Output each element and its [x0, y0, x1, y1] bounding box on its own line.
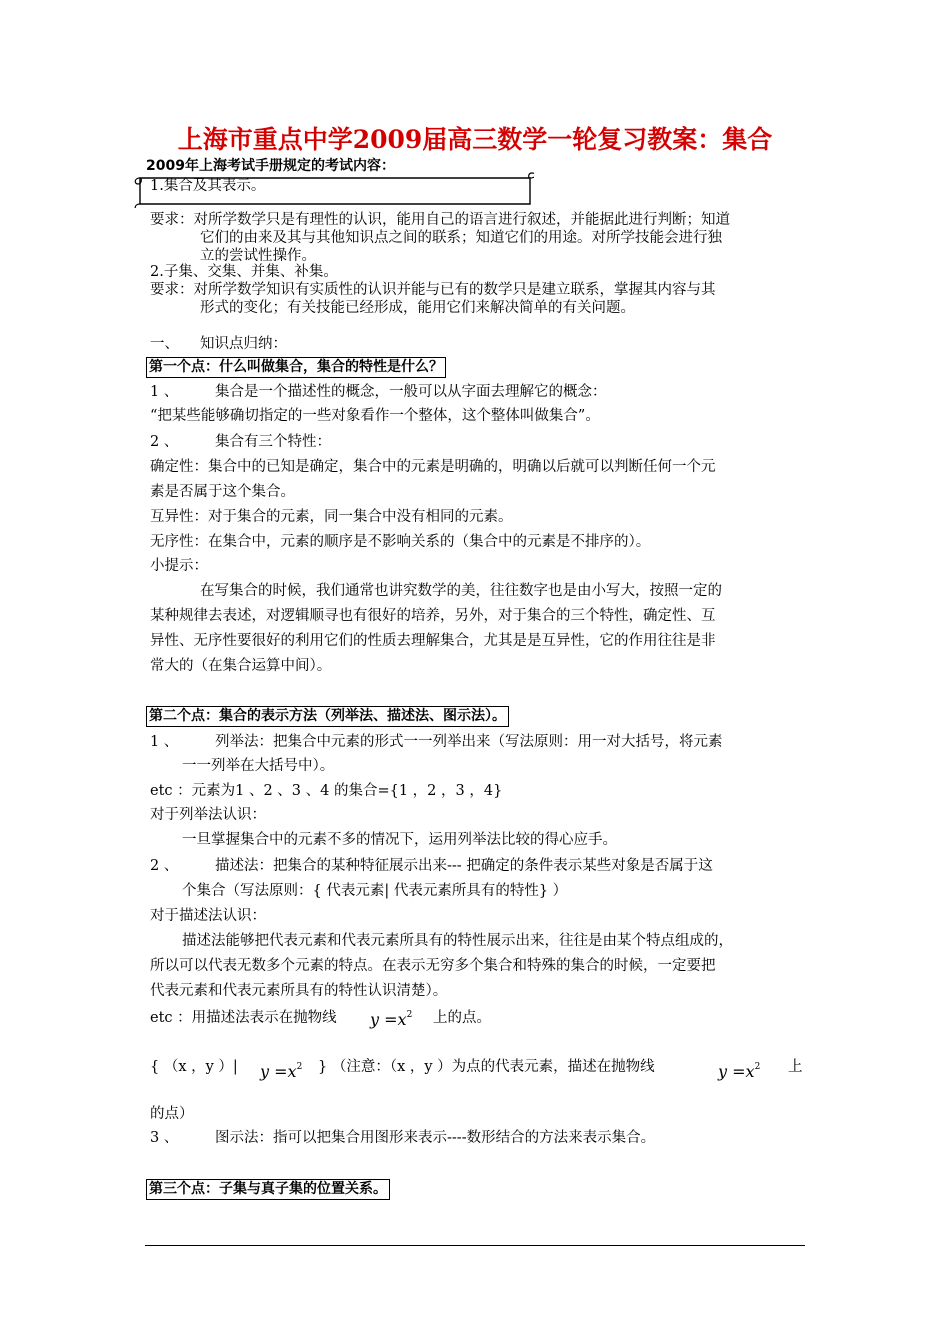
description-line-1: 描述法能够把代表元素和代表元素所具有的特性展示出来，往往是由某个特点组成的，: [182, 933, 733, 949]
section-number: 一、: [150, 336, 179, 352]
tip-heading: 小提示：: [150, 558, 208, 574]
formula-parabola-3: $y =x^2$: [718, 1062, 761, 1081]
set-builder-tail: 的点）: [150, 1106, 194, 1122]
footer-rule: [145, 1245, 805, 1246]
section-title: 知识点归纳：: [200, 336, 287, 352]
distinctness: 互异性：对于集合的元素，同一集合中没有相同的元素。: [150, 509, 513, 525]
point-2-num-1: 1 、: [150, 734, 179, 750]
formula-parabola-2: $y =x^2$: [260, 1062, 303, 1081]
example-1: etc ：元素为1 、2 、3 、4 的集合={1 ，2 ，3 ，4}: [150, 783, 503, 799]
point-1-num-2: 2 、: [150, 434, 179, 450]
point-2-text-3: 图示法：指可以把集合用图形来表示----数形结合的方法来表示集合。: [215, 1130, 656, 1146]
formula-parabola: $y =x^2$: [370, 1010, 413, 1029]
definiteness-line-1: 确定性：集合中的已知是确定，集合中的元素是明确的，明确以后就可以判断任何一个元: [150, 459, 716, 475]
point-1-num-1: 1 、: [150, 384, 179, 400]
point-1-heading: 第一个点：什么叫做集合，集合的特性是什么？: [146, 357, 446, 378]
page-title: 上海市重点中学2009届高三数学一轮复习教案：集合: [177, 125, 773, 154]
point-2-text-2b: 个集合（写法原则：{ 代表元素| 代表元素所具有的特性} ）: [182, 883, 568, 899]
point-1-text-2: 集合有三个特性：: [215, 434, 331, 450]
tip-line-2: 某种规律去表述，对逻辑顺寻也有很好的培养，另外，对于集合的三个特性，确定性、互: [150, 608, 716, 624]
point-2-text-1b: 一一列举在大括号中）。: [182, 758, 335, 774]
unorderedness: 无序性：在集合中，元素的顺序是不影响关系的（集合中的元素是不排序的）。: [150, 534, 651, 550]
set-builder-start: { （x ，y ）|: [150, 1059, 238, 1075]
description-line-3: 代表元素和代表元素所具有的特性认识清楚）。: [150, 983, 448, 999]
requirement-1-line-2: 它们的由来及其与其他知识点之间的联系；知道它们的用途。对所学技能会进行独: [200, 230, 722, 246]
point-1-text-1: 集合是一个描述性的概念，一般可以从字面去理解它的概念：: [215, 384, 607, 400]
point-1-quote: “把某些能够确切指定的一些对象看作一个整体，这个整体叫做集合”。: [150, 408, 600, 424]
point-2-num-2: 2 、: [150, 858, 179, 874]
exam-heading: 2009年上海考试手册规定的考试内容：: [146, 158, 395, 174]
point-3-heading: 第三个点：子集与真子集的位置关系。: [146, 1179, 390, 1200]
description-line-2: 所以可以代表无数多个元素的特点。在表示无穷多个集合和特殊的集合的时候，一定要把: [150, 958, 716, 974]
set-builder-end: 上: [788, 1059, 803, 1075]
point-2-num-3: 3 、: [150, 1130, 179, 1146]
example-2-end: 上的点。: [433, 1010, 491, 1026]
point-2-text-2: 描述法：把集合的某种特征展示出来--- 把确定的条件表示某些对象是否属于这: [215, 858, 713, 874]
tip-line-1: 在写集合的时候，我们通常也讲究数学的美，往往数字也是由小写大，按照一定的: [200, 583, 722, 599]
point-2-text-1: 列举法：把集合中元素的形式一一列举出来（写法原则：用一对大括号，将元素: [215, 734, 723, 750]
enumeration-heading: 对于列举法认识：: [150, 807, 266, 823]
requirement-1-line-3: 立的尝试性操作。: [200, 248, 316, 264]
point-2-heading: 第二个点：集合的表示方法（列举法、描述法、图示法）。: [146, 706, 509, 727]
requirement-2-line-1: 要求：对所学数学知识有实质性的认识并能与已有的数学只是建立联系，掌握其内容与其: [150, 282, 716, 298]
definiteness-line-2: 素是否属于这个集合。: [150, 484, 295, 500]
description-heading: 对于描述法认识：: [150, 908, 266, 924]
set-builder-note: } （注意：（x ，y ）为点的代表元素，描述在抛物线: [318, 1059, 655, 1075]
requirement-2-line-2: 形式的变化；有关技能已经形成，能用它们来解决简单的有关问题。: [200, 300, 635, 316]
example-2-start: etc ：用描述法表示在抛物线: [150, 1010, 337, 1026]
tip-line-3: 异性、无序性要很好的利用它们的性质去理解集合，尤其是是互异性，它的作用往往是非: [150, 633, 716, 649]
scroll-item: 1.集合及其表示。: [150, 178, 266, 194]
enumeration-text: 一旦掌握集合中的元素不多的情况下，运用列举法比较的得心应手。: [182, 832, 617, 848]
item-2: 2.子集、交集、并集、补集。: [150, 264, 338, 280]
tip-line-4: 常大的（在集合运算中间）。: [150, 658, 332, 674]
requirement-1-line-1: 要求：对所学数学只是有理性的认识，能用自己的语言进行叙述，并能据此进行判断；知道: [150, 212, 730, 228]
